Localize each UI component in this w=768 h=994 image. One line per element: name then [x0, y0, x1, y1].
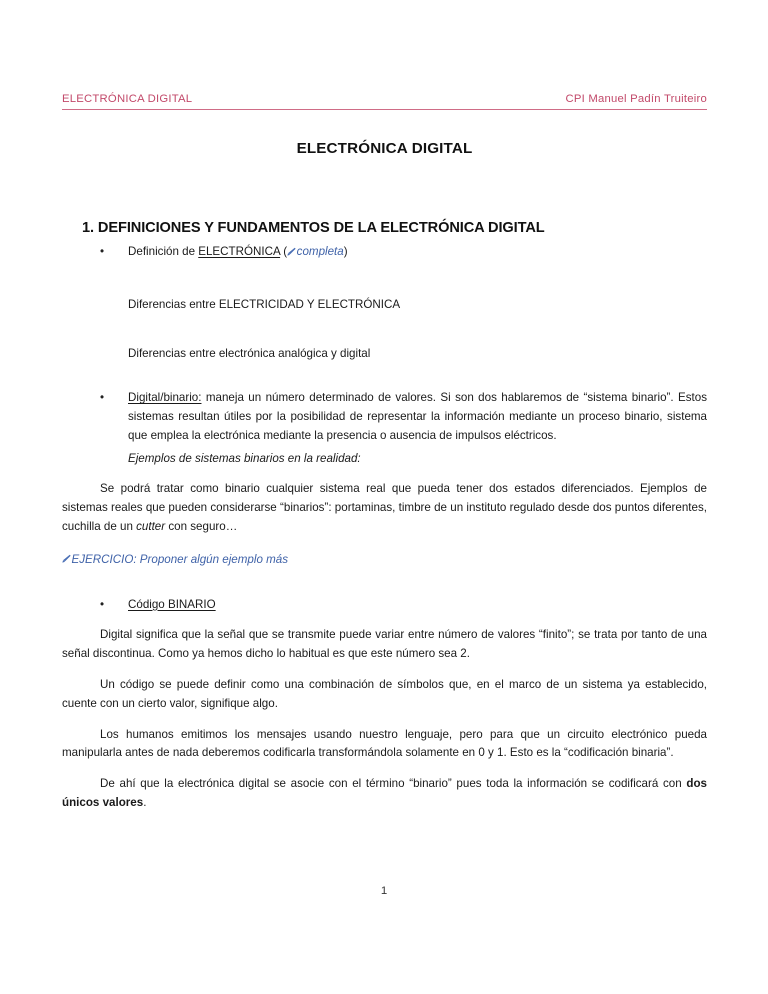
digital-binario-body: maneja un número determinado de valores. Si son dos hablaremos de “sistema binario”. Estos sistemas resultan útiles por la posibilidad de representar la información mediante un proceso binario, sistema que emplea la electrónica mediante la presencia o ausencia de impulsos eléctricos. — [128, 391, 707, 442]
bullet-codigo-binario — [62, 596, 707, 615]
definicion-prefix: Definición de — [128, 245, 199, 258]
digital-binario-underlined-term: Digital/binario: — [128, 391, 202, 405]
definicion-underlined-term: ELECTRÓNICA — [198, 245, 281, 258]
estados-italic-cutter: cutter — [136, 520, 166, 534]
bullet-marker: • — [100, 597, 105, 611]
estados-part1: Se podrá tratar como binario cualquier sistema real que pueda tener dos estados diferenciados. Ejemplos de sistemas reales que pueden considerarse “binarios”: portaminas, timbre de un instituto regulado desde dos puntos diferentes, cuchilla de un — [62, 482, 707, 534]
bullet-codigo-binario-text — [128, 596, 707, 615]
bullet-marker: • — [100, 245, 105, 258]
page-number: 1 — [380, 885, 388, 897]
exercise-text: EJERCICIO: Proponer algún ejemplo más — [71, 552, 289, 566]
deahi-part2: . — [143, 795, 147, 809]
definicion-paren-open: ( — [280, 245, 288, 258]
paragraph-humanos-mensajes: Los humanos emitimos los mensajes usando nuestro lenguaje, pero para que un circuito electrónico pueda manipularla antes de nada deberemos codificarla transformándola solamente en 0 y 1. Esto es la “codificación binaria”. — [62, 727, 707, 760]
note-diferencias-analogica-digital: Diferencias entre electrónica analógica y digital — [128, 346, 371, 360]
paragraph-estados-diferenciados — [62, 480, 707, 536]
document-body — [62, 243, 707, 824]
paragraph-codigo-definicion: Un código se puede definir como una combinación de símbolos que, en el marco de un sistema ya establecido, cuente con un cierto valor, signifique algo. — [62, 677, 707, 710]
estados-part2: con seguro… — [165, 520, 238, 534]
bullet-digital-binario-text — [128, 389, 707, 445]
definicion-paren-close: ) — [343, 245, 348, 258]
bullet-definicion-text — [128, 243, 707, 262]
bullet-definicion-electronica — [62, 243, 707, 262]
document-title: ELECTRÓNICA DIGITAL — [296, 140, 473, 157]
pencil-icon — [287, 247, 296, 256]
note-diferencias-electricidad-electronica: Diferencias entre ELECTRICIDAD Y ELECTRÓNICA — [128, 297, 401, 311]
exercise-line — [62, 551, 707, 570]
bullet-digital-binario — [62, 389, 707, 445]
italic-lead-ejemplos-sistemas: Ejemplos de sistemas binarios en la realidad: — [128, 451, 361, 465]
spacer — [62, 570, 707, 596]
deahi-part1: De ahí que la electrónica digital se asocie con el término “binario” pues toda la información se codificará con — [100, 777, 687, 791]
paragraph-de-ahi-binario — [62, 775, 707, 813]
spacer — [62, 363, 707, 389]
deahi-bold-dos-unicos-valores: dos únicos valores — [62, 777, 707, 809]
section-heading: 1. DEFINICIONES Y FUNDAMENTOS DE LA ELECTRÓNICA DIGITAL — [82, 220, 545, 236]
definicion-accent-text: completa — [296, 245, 344, 258]
pencil-icon — [62, 554, 71, 563]
running-header — [62, 93, 707, 110]
codigo-binario-underlined-term: Código BINARIO — [128, 597, 216, 611]
bullet-marker: • — [100, 391, 105, 405]
header-left-text: ELECTRÓNICA DIGITAL — [62, 93, 193, 105]
paragraph-digital-signal: Digital significa que la señal que se transmite puede variar entre número de valores “finito”; se trata por tanto de una señal discontinua. Como ya hemos dicho lo habitual es que este número sea 2. — [62, 628, 707, 661]
header-right-text: CPI Manuel Padín Truiteiro — [565, 93, 707, 105]
